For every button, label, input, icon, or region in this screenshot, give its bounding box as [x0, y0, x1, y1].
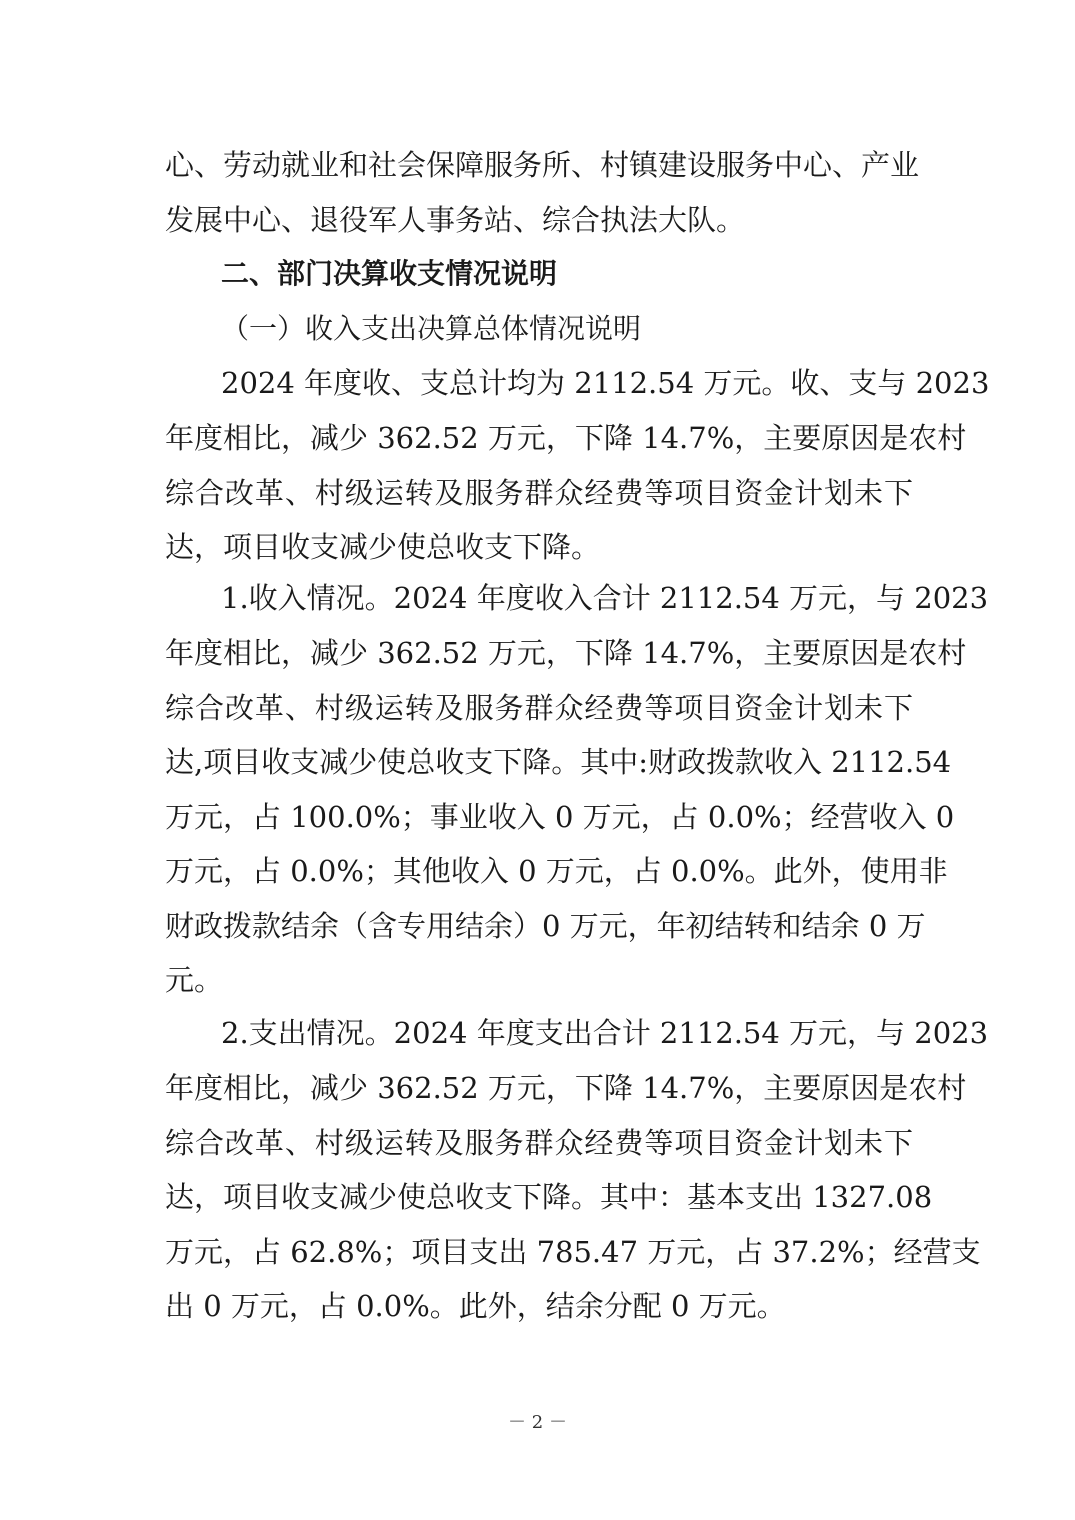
- section-heading: 二、部门决算收支情况说明: [221, 257, 558, 290]
- total-para-line-3: 综合改革、村级运转及服务群众经费等项目资金计划未下: [165, 476, 913, 510]
- expense-para-line-5: 万元，占 62.8%；项目支出 785.47 万元，占 37.2%；经营支: [165, 1235, 981, 1269]
- income-para-line-6: 万元，占 0.0%；其他收入 0 万元，占 0.0%。此外，使用非: [165, 854, 948, 888]
- total-para-line-2: 年度相比，减少 362.52 万元，下降 14.7%，主要原因是农村: [165, 421, 967, 455]
- income-para-line-4: 达,项目收支减少使总收支下降。其中:财政拨款收入 2112.54: [165, 745, 952, 779]
- income-para-line-7: 财政拨款结余（含专用结余）0 万元，年初结转和结余 0 万: [165, 909, 926, 943]
- income-para-line-2: 年度相比，减少 362.52 万元，下降 14.7%，主要原因是农村: [165, 636, 967, 670]
- intro-line-2: 发展中心、退役军人事务站、综合执法大队。: [165, 203, 746, 237]
- page-number: － 2 －: [508, 1412, 567, 1433]
- expense-para-line-4: 达，项目收支减少使总收支下降。其中：基本支出 1327.08: [165, 1180, 933, 1214]
- income-para-line-3: 综合改革、村级运转及服务群众经费等项目资金计划未下: [165, 691, 913, 725]
- expense-para-line-2: 年度相比，减少 362.52 万元，下降 14.7%，主要原因是农村: [165, 1071, 967, 1105]
- expense-para-line-1: 2.支出情况。2024 年度支出合计 2112.54 万元，与 2023: [221, 1016, 989, 1050]
- expense-para-line-3: 综合改革、村级运转及服务群众经费等项目资金计划未下: [165, 1126, 913, 1160]
- intro-line-1: 心、劳动就业和社会保障服务所、村镇建设服务中心、产业: [165, 148, 920, 182]
- income-para-line-1: 1.收入情况。2024 年度收入合计 2112.54 万元，与 2023: [221, 581, 989, 615]
- total-para-line-1: 2024 年度收、支总计均为 2112.54 万元。收、支与 2023: [221, 366, 990, 400]
- income-para-line-8: 元。: [165, 963, 224, 997]
- total-para-line-4: 达，项目收支减少使总收支下降。: [165, 530, 601, 564]
- expense-para-line-6: 出 0 万元，占 0.0%。此外，结余分配 0 万元。: [165, 1289, 786, 1323]
- section-subheading: （一）收入支出决算总体情况说明: [221, 312, 642, 345]
- income-para-line-5: 万元，占 100.0%；事业收入 0 万元，占 0.0%；经营收入 0: [165, 800, 955, 834]
